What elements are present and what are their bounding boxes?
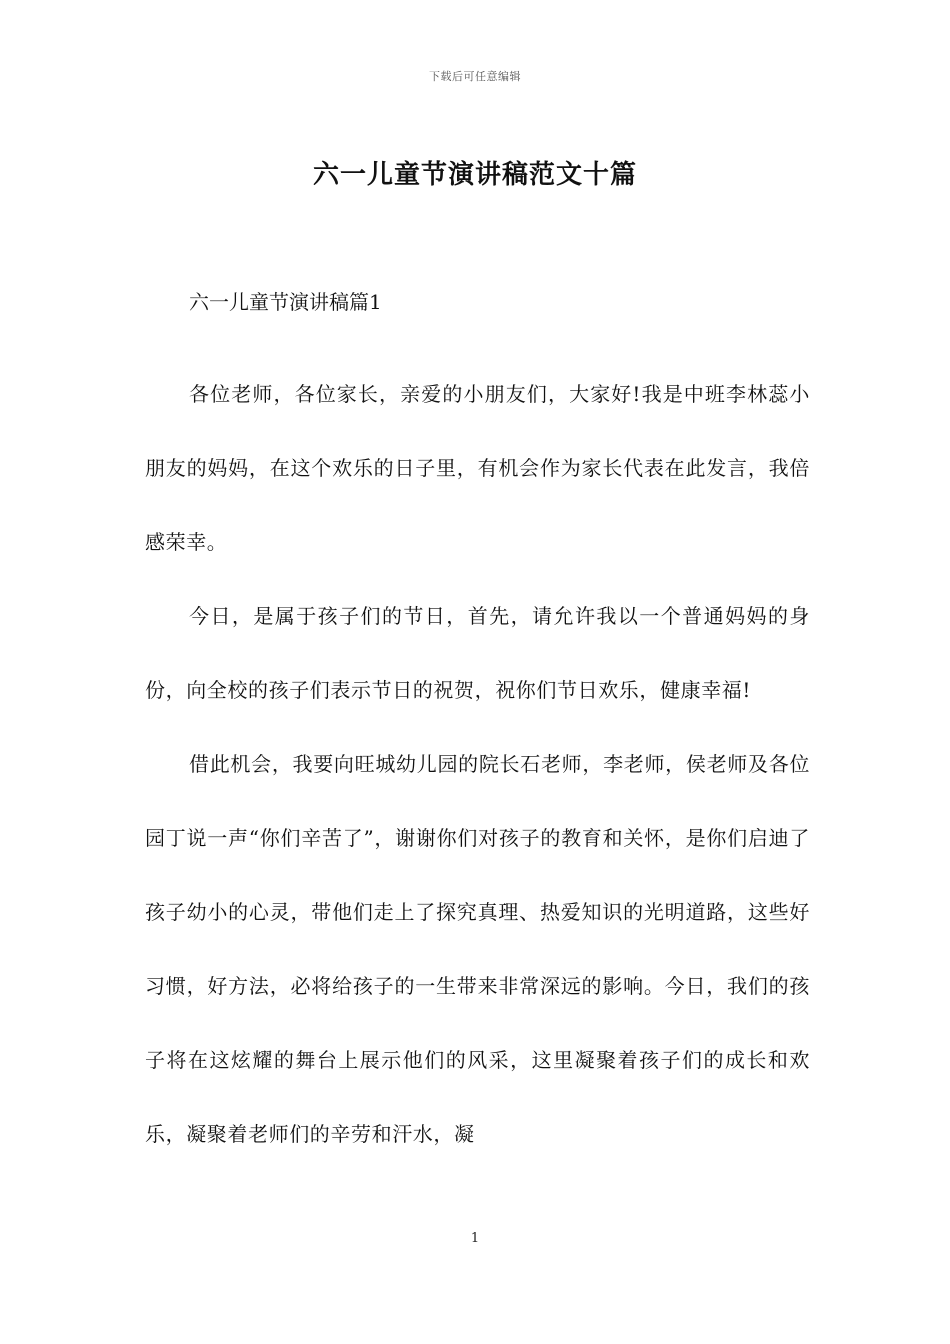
paragraph-3: 借此机会，我要向旺城幼儿园的院长石老师，李老师，侯老师及各位园丁说一声“你们辛苦了”，谢谢你们对孩子的教育和关怀，是你们启迪了孩子幼小的心灵，带他们走上了探究真理、热爱知识的光明道路，这些好习惯，好方法，必将给孩子的一生带来非常深远的影响。今日，我们的孩子将在这炫耀的舞台上展示他们的风采，这里凝聚着孩子们的成长和欢乐，凝聚着老师们的辛劳和汗水，凝: [145, 752, 810, 1146]
document-body: [145, 284, 810, 1171]
paragraph-2: 今日，是属于孩子们的节日，首先，请允许我以一个普通妈妈的身份，向全校的孩子们表示节日的祝贺，祝你们节日欢乐，健康幸福!: [145, 604, 810, 702]
header-note: 下载后可任意编辑: [429, 70, 521, 83]
document-title: 六一儿童节演讲稿范文十篇: [312, 160, 637, 190]
paragraph-1: 各位老师，各位家长，亲爱的小朋友们，大家好!我是中班李林蕊小朋友的妈妈，在这个欢乐的日子里，有机会作为家长代表在此发言，我倍感荣幸。: [145, 382, 810, 554]
section-heading: 六一儿童节演讲稿篇1: [189, 290, 382, 314]
page-number: 1: [470, 1231, 480, 1246]
